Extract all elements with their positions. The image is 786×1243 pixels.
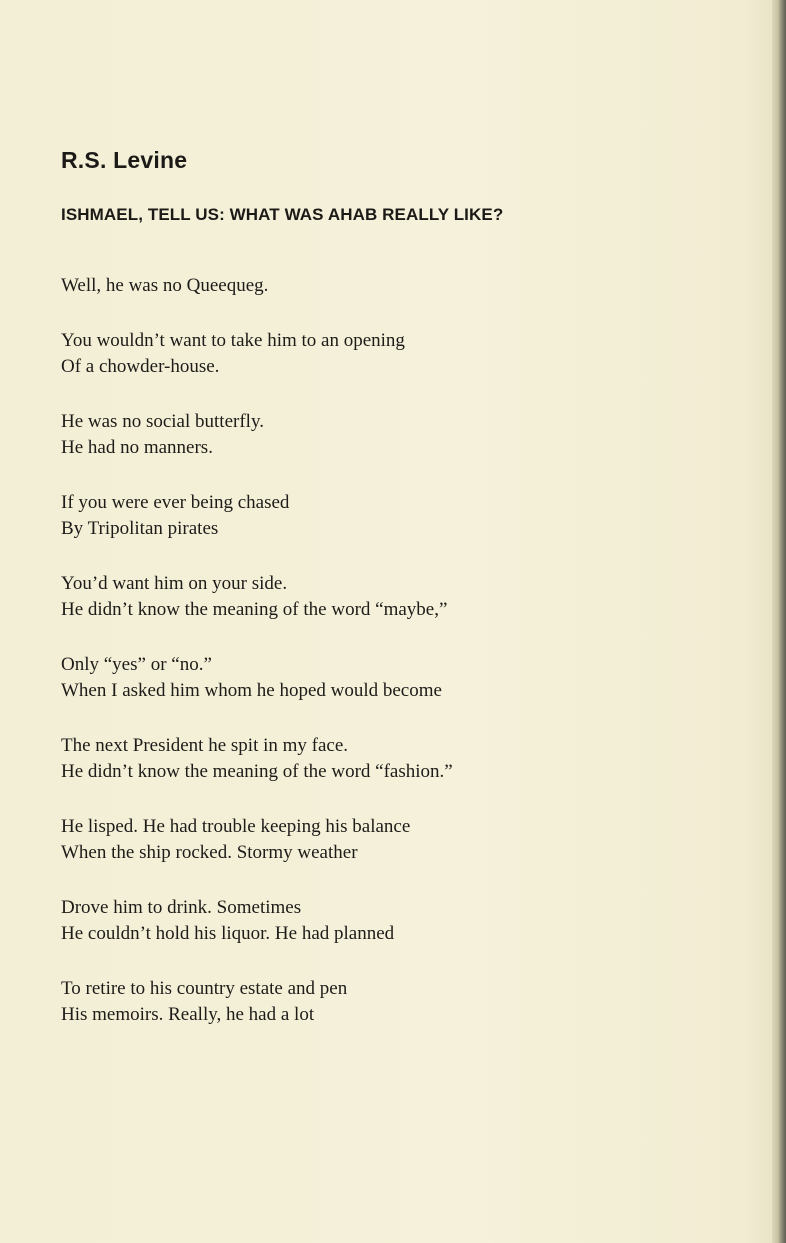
poem-line: His memoirs. Really, he had a lot [61,1004,315,1025]
poem-line: The next President he spit in my face. [61,735,349,756]
stanza [61,895,721,947]
poem-line: Drove him to drink. Sometimes [61,897,302,918]
poem-line: He didn’t know the meaning of the word “maybe,” [61,599,448,620]
poem-line: To retire to his country estate and pen [61,978,348,999]
stanza [61,733,721,785]
poem-line: He was no social butterfly. [61,411,264,432]
poem-line: If you were ever being chased [61,492,290,513]
stanza [61,273,721,299]
stanza [61,409,721,461]
author-name: R.S. Levine [61,147,188,173]
poem-line: He didn’t know the meaning of the word “fashion.” [61,761,453,782]
poem-line: Only “yes” or “no.” [61,654,212,675]
stanza [61,814,721,866]
poem-title: ISHMAEL, TELL US: WHAT WAS AHAB REALLY LIKE? [61,205,504,224]
stanza [61,328,721,380]
poem-line: You’d want him on your side. [61,573,288,594]
poem-line: He had no manners. [61,437,213,458]
stanza [61,490,721,542]
poem-line: Well, he was no Queequeg. [61,275,269,296]
poem-line: When I asked him whom he hoped would become [61,680,442,701]
stanza [61,571,721,623]
poem-line: He lisped. He had trouble keeping his balance [61,816,411,837]
poem-line: He couldn’t hold his liquor. He had planned [61,923,395,944]
poem-line: By Tripolitan pirates [61,518,219,539]
poem-line: When the ship rocked. Stormy weather [61,842,358,863]
poem-line: You wouldn’t want to take him to an opening [61,330,405,351]
stanza [61,976,721,1028]
poem-body [61,273,721,1057]
stanza [61,652,721,704]
poem-line: Of a chowder-house. [61,356,220,377]
page-spine-edge [772,0,786,1243]
